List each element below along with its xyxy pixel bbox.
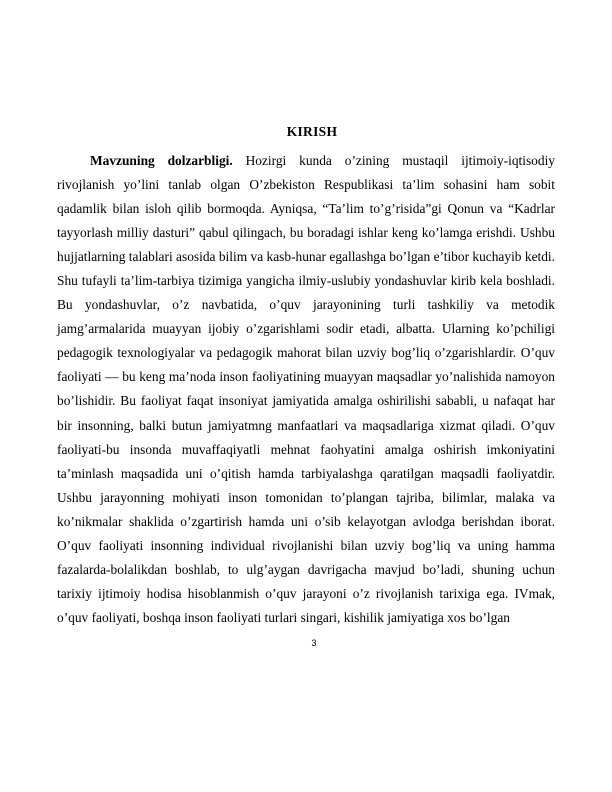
paragraph-text: Hozirgi kunda o’zining mustaqil ijtimoiy-iqtisodiy rivojlanish yo’lini tanlab olgan O’zbekiston Respublikasi ta’lim sohasini ham sobit qadamlik bilan isloh qilib bormoqda. Ayniqsa, “Ta’lim to’g’risida”gi Qonun va “Kadrlar tayyorlash milliy dasturi” qabul qilingach, bu boradagi ishlar keng ko’lamga erishdi. Ushbu hujjatlarning talablari asosida bilim va kasb-hunar egallashga bo’lgan e’tibor kuchayib ketdi. Shu tufayli ta’lim-tarbiya tizimiga yangicha ilmiy-uslubiy yondashuvlar kirib kela boshladi. Bu yondashuvlar, o’z navbatida, o’quv jarayonining turli tashkiliy va metodik jamg’armalarida muayyan ijobiy o’zgarishlami sodir etadi, albatta. Ularning ko’pchiligi pedagogik texnologiyalar va pedagogik mahorat bilan uzviy bog’liq o’zgarishlardir. O’quv faoliyati — bu keng ma’noda inson faoliyatining muayyan maqsadlar yo’nalishida namoyon bo’lishidir. Bu faoliyat faqat insoniyat jamiyatida amalga oshirilishi sababli, u nafaqat har bir insonning, balki butun jamiyatmng manfaatlari va maqsadlariga xizmat qiladi. O’quv faoliyati-bu insonda muvaffaqiyatli mehnat faohyatini amalga oshirish imkoniyatini ta’minlash maqsadida uni o’qitish hamda tarbiyalashga qaratilgan maqsadli faoliyatdir. Ushbu jarayonning mohiyati inson tomonidan to’plangan tajriba, bilimlar, malaka va ko’nikmalar shaklida o’zgartirish hamda uni o’sib kelayotgan avlodga berishdan iborat. O’quv faoliyati insonning individual rivojlanishi bilan uzviy bog’liq va uning hamma fazalarda-bolalikdan boshlab, to ulg’aygan davrigacha mavjud bo’ladi, shuning uchun tarixiy ijtimoiy hodisa hisoblanmish o’quv jarayoni o’z rivojlanish tarixiga ega. IVmak, o’quv faoliyati, boshqa inson faoliyati turlari singari, kishilik jamiyatiga xos bo’lgan [57,153,555,625]
page-number: 3 [311,638,317,648]
paragraph-lead: Mavzuning dolzarbligi. [90,153,233,168]
section-heading: KIRISH [286,124,338,139]
body-paragraph [57,149,555,630]
